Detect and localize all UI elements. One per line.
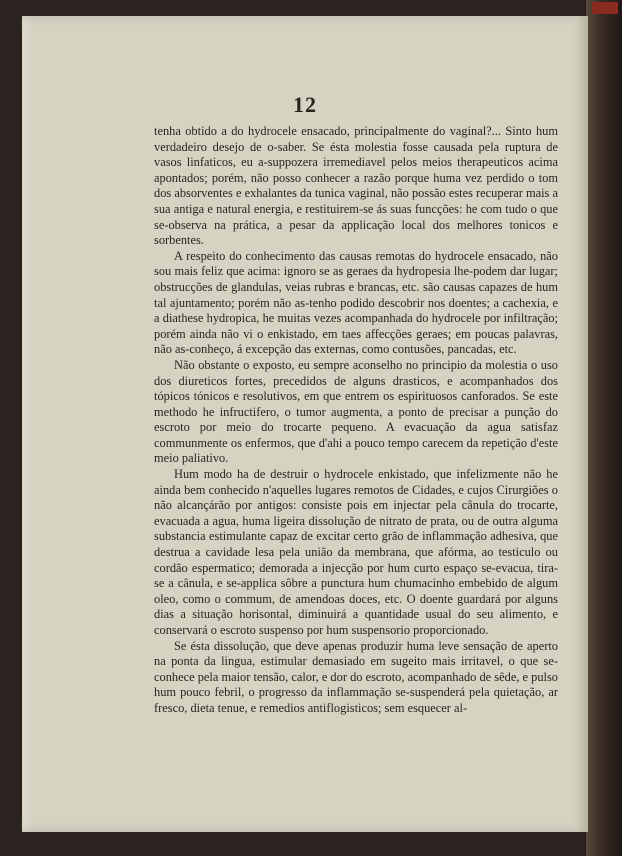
book-spine <box>586 0 622 856</box>
paragraph-2: A respeito do conhecimento das causas remotas do hydrocele ensacado, não sou mais feliz que acima: ignoro se as geraes da hydropesia lhe-podem dar lugar; obstrucções de glandulas, veias rubras e brancas, etc. são causas capazes de hum tal ajuntamento; porém não as-tenho podido descobrir nos doentes; a cachexia, e a diathese hydropica, he muitas vezes acompanhada do hydrocele por infiltração; porém ainda não vi o enkistado, em taes affecções geraes; em poucas palavras, não as-conheço, á excepção das externas, como contusões, pancadas, etc. <box>154 248 558 357</box>
page-number: 12 <box>293 92 317 117</box>
book-page <box>22 16 588 832</box>
paragraph-1: tenha obtido a do hydrocele ensacado, principalmente do vaginal?... Sinto hum verdadeiro desejo de o-saber. Se ésta molestia fosse causada pela ruptura de vasos linfaticos, eu a-suppozera irremediavel pelos meios therapeuticos acima apontados; porém, não posso conhecer a razão porque huma vez perdido o tom dos absorventes e exhalantes da tunica vaginal, não possão estes recuperar mais a sua antiga e natural energia, e restituirem-se ás suas funcções: he com tudo o que se-observa na prática, a pesar da applicação local dos melhores tonicos e sorbentes. <box>154 124 558 248</box>
page-text <box>154 124 558 717</box>
spine-tab <box>592 2 618 14</box>
paragraph-5: Se ésta dissolução, que deve apenas produzir huma leve sensação de aperto na ponta da lingua, estimular demasiado em sugeito mais irritavel, o que se-conhece pela maior tensão, calor, e dor do escroto, acompanhado de sêde, e pulso hum pouco febril, o progresso da inflammação se-suspenderá pela quietação, ar fresco, dieta tenue, e remedios antiflogisticos; sem esquecer al- <box>154 638 558 715</box>
paragraph-3: Não obstante o exposto, eu sempre aconselho no principio da molestia o uso dos diureticos fortes, precedidos de alguns drasticos, e acompanhados dos tópicos tónicos e resolutivos, em que entrem os espirituosos canforados. Se este methodo he infructifero, o tumor augmenta, a ponto de precisar a punção do escroto por meio do trocarte pequeno. A evacuação da agua satisfaz communmente os enfermos, que d'ahi a pouco tempo carecem da repetição d'este meio paliativo. <box>154 357 558 466</box>
paragraph-4: Hum modo ha de destruir o hydrocele enkistado, que infelizmente não he ainda bem conhecido n'aquelles lugares remotos de Cidades, e cujos Cirurgiões o não alcançárão por antigos: consiste pois em injectar pela cânula do trocarte, evacuada a agua, huma ligeira dissolução de nitrato de prata, ou de outra alguma substancia estimulante capaz de excitar certo grão de inflammação adhesiva, que destrua a cavidade lesa pela união da membrana, que afórma, ao testiculo ou cordão espermatico; demorada a injecção por hum curto espaço se-evacua, tira-se a cânula, e se-applica sôbre a punctura hum chumacinho embebido de algum oleo, como o commum, de amendoas doces, etc. O doente guardará por alguns dias a situação horisontal, diminuirá a quantidade usual do seu alimento, e conservará o escroto suspenso por hum suspensorio proporcionado. <box>154 467 558 637</box>
